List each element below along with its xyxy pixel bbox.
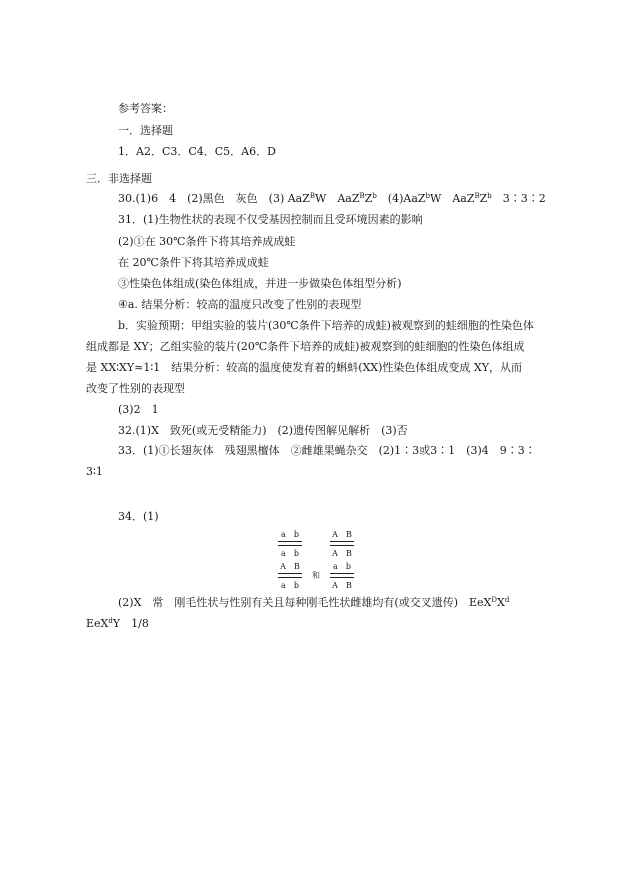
chromosome-pair-Ab-right — [330, 562, 354, 592]
choice-answers: 1．A2．C3．C4．C5．A6．D — [118, 145, 276, 158]
answer-31-2b: 在 20℃条件下将其培养成成蛙 — [118, 256, 269, 269]
chromosome-line — [278, 541, 302, 542]
answer-31-b4: 改变了性别的表现型 — [86, 382, 185, 395]
diagram-joiner: 和 — [312, 571, 320, 580]
answer-31-b2: 组成都是 XY；乙组实验的装片(20℃条件下培养的成蛙)被观察到的蛙细胞的性染色体组成 — [86, 340, 525, 353]
answer-33a: 33．(1)①长翅灰体 残翅黑檀体 ②雌雄果蝇杂交 (2)1∶3或3∶1 (3)4 9∶3∶ — [118, 444, 536, 457]
answer-34-2a: (2)X 常 刚毛性状与性别有关且每种刚毛性状雌雄均有(或交叉遗传) $EeX^DX^d$ — [118, 596, 510, 609]
chromosome-bottom-label: A B — [332, 581, 352, 590]
chromosome-bottom-label: a b — [281, 581, 299, 590]
answer-31-4: ④a. 结果分析：较高的温度只改变了性别的表现型 — [118, 298, 362, 311]
chromosome-top-label: a b — [281, 530, 299, 539]
answer-31-b3: 是 XX∶XY≈1∶1 结果分析：较高的温度使发育着的蝌蚪(XX)性染色体组成变成 XY，从而 — [86, 361, 523, 374]
section-choice-heading: 一．选择题 — [118, 124, 173, 137]
answer-31-3: ③性染色体组成(染色体组成，并进一步做染色体组型分析) — [118, 277, 402, 290]
answer-31-b1: b．实验预期：甲组实验的装片(30℃条件下培养的成蛙)被观察到的蛙细胞的性染色体 — [118, 319, 534, 332]
chromosome-pair-AB — [330, 530, 354, 560]
answer-33b: 3∶1 — [86, 465, 103, 478]
chromosome-line — [330, 573, 354, 574]
answer-34: 34．(1) — [118, 510, 159, 523]
answer-32: 32.(1)X 致死(或无受精能力) (2)遗传图解见解析 (3)否 — [118, 424, 408, 437]
chromosome-top-label: a b — [333, 562, 351, 571]
chromosome-bottom-label: a b — [281, 549, 299, 558]
answer-34-2b: EeX$^d$Y 1/8 — [86, 617, 149, 630]
answer-31-3ans: (3)2 1 — [118, 403, 159, 416]
section-nonchoice-heading: 三．非选择题 — [86, 172, 152, 185]
chromosome-line — [330, 541, 354, 542]
chromosome-top-label: A B — [332, 530, 352, 539]
answer-31-1: 31．(1)生物性状的表现不仅受基因控制而且受环境因素的影响 — [118, 213, 423, 226]
chromosome-line — [278, 573, 302, 574]
chromosome-bottom-label: A B — [332, 549, 352, 558]
chromosome-line — [278, 577, 302, 578]
chromosome-line — [330, 577, 354, 578]
chromosome-pair-ab — [278, 530, 302, 560]
answer-30: 30.(1)6 4 (2)黑色 灰色 (3) AaZ$^B$W $AaZ^BZ^b$ (4)AaZ$^b$W $AaZ^BZ^b$ 3∶3∶2 — [118, 192, 546, 205]
chromosome-line — [330, 545, 354, 546]
chromosome-top-label: A B — [280, 562, 300, 571]
answer-31-2a: (2)①在 30℃条件下将其培养成成蛙 — [118, 235, 296, 248]
answer-title: 参考答案： — [118, 102, 173, 115]
chromosome-line — [278, 545, 302, 546]
chromosome-pair-Ab-left — [278, 562, 302, 592]
